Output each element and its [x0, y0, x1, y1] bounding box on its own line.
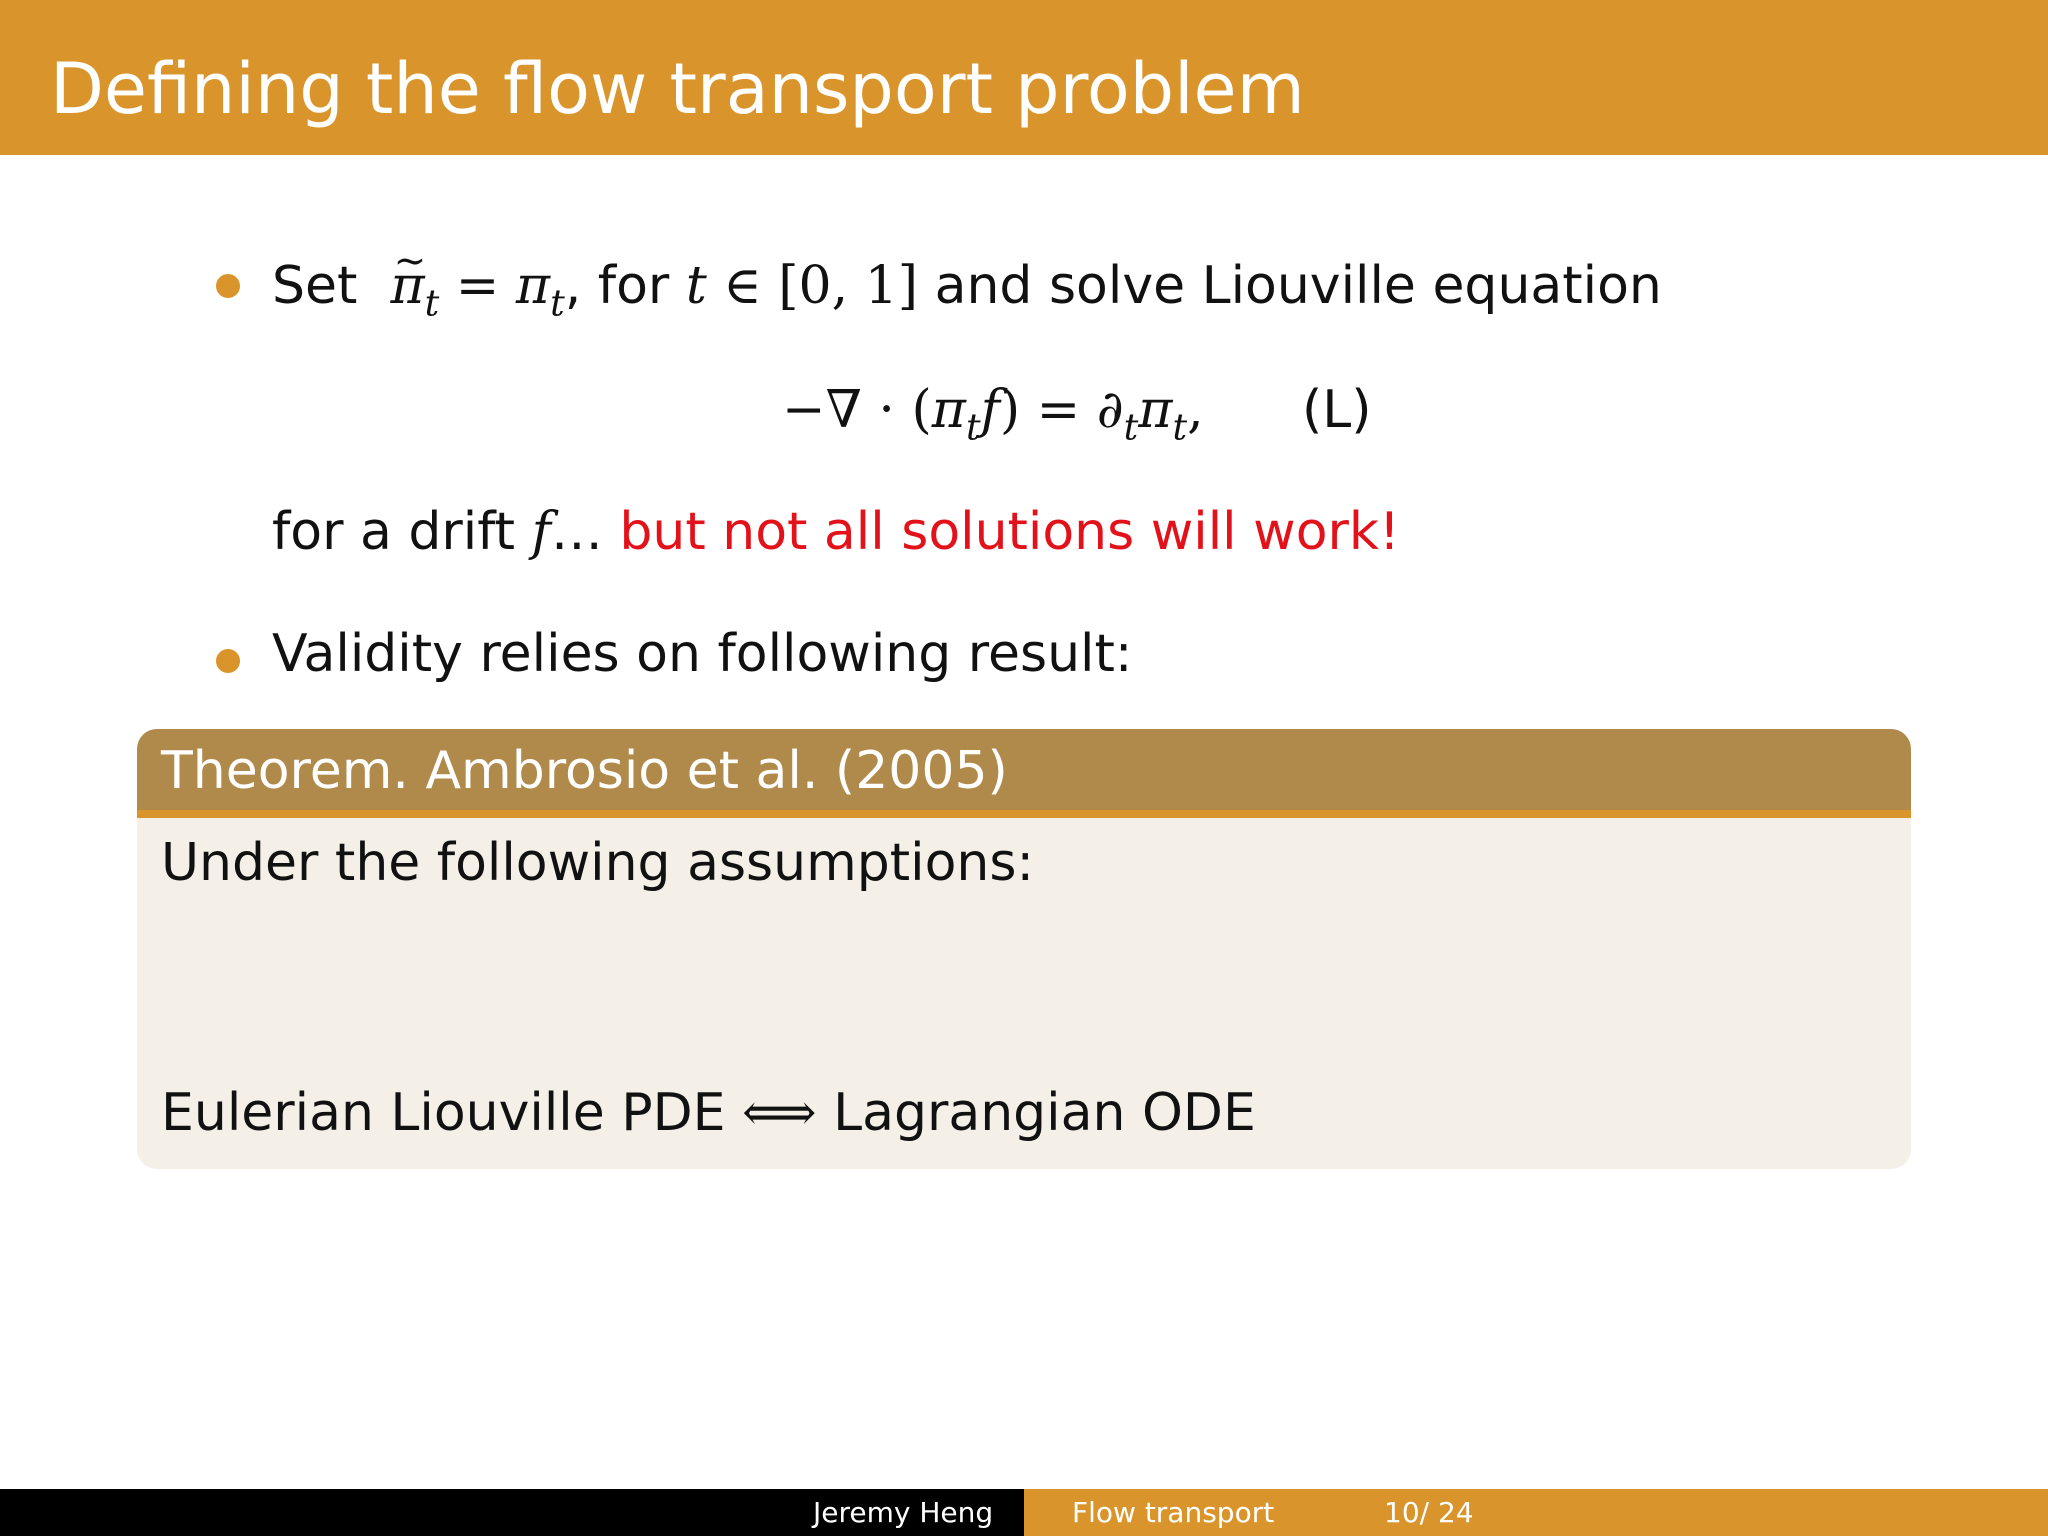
footer-page-number: 10/ 24: [1384, 1496, 1474, 1529]
drift-ellipsis: …: [550, 502, 603, 562]
math-t-in-interval: t ∈ [0, 1]: [685, 256, 919, 316]
drift-prefix: for a drift: [272, 502, 516, 562]
footer: [0, 1489, 2048, 1536]
bullet-1-for-word: , for: [564, 256, 670, 316]
theorem-header: [137, 729, 1911, 818]
liouville-equation: −∇ · $(\pi_tf) = \partial_t\pi_t$,: [782, 380, 1204, 449]
footer-short-title: Flow transport: [1072, 1496, 1275, 1529]
theorem-block: [137, 729, 1911, 1169]
bullet-marker: [216, 274, 240, 298]
bullet-1-set-word: Set: [272, 256, 358, 316]
conclusion-left: Eulerian Liouville PDE: [161, 1083, 726, 1143]
footer-right: [1024, 1489, 2048, 1536]
math-pi-tilde-equals-pi: π $\sim_t = \pi_t$: [374, 256, 565, 316]
bullet-1-text: [272, 254, 1662, 325]
bullet-marker: [216, 649, 240, 673]
theorem-intro: Under the following assumptions:: [161, 833, 1034, 893]
theorem-conclusion: [161, 1081, 1256, 1145]
slide-title: Defining the flow transport problem: [50, 48, 1305, 130]
theorem-title: Theorem. Ambrosio et al. (2005): [161, 741, 1008, 801]
bullet-2-text: Validity relies on following result:: [272, 624, 1133, 684]
conclusion-right: Lagrangian ODE: [833, 1083, 1256, 1143]
bullet-1-rest: and solve Liouville equation: [934, 256, 1662, 316]
drift-line: [272, 500, 1400, 564]
footer-left: [0, 1489, 1024, 1536]
title-bar: [0, 0, 2048, 155]
math-f: f: [531, 502, 551, 562]
equation-label: (L): [1302, 380, 1372, 440]
footer-author: Jeremy Heng: [813, 1496, 994, 1529]
iff-arrow: ⟺: [742, 1083, 817, 1143]
warning-text: but not all solutions will work!: [619, 502, 1400, 562]
